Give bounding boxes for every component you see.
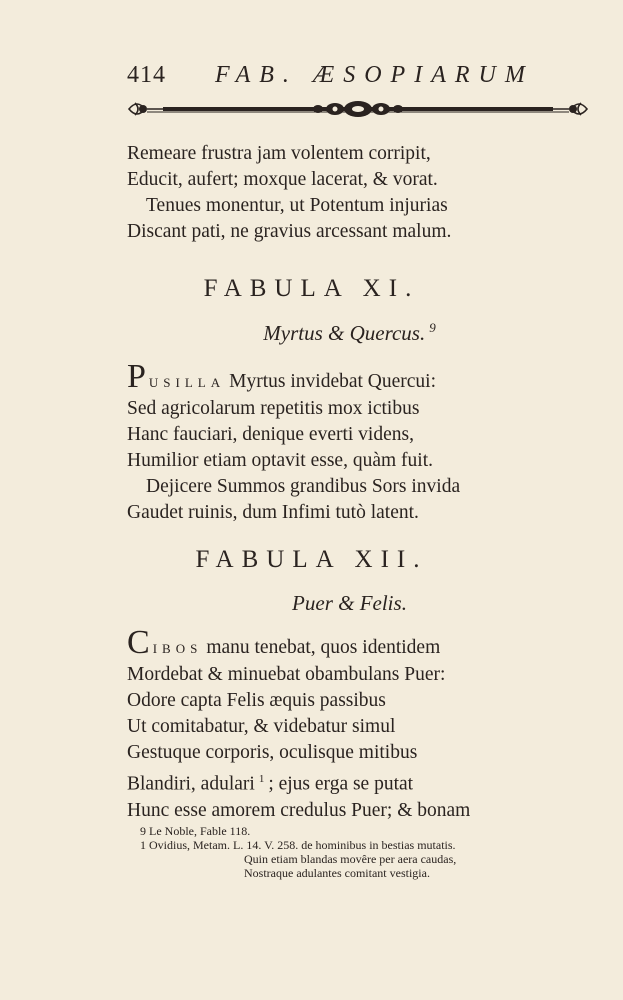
- verse-line: Hunc esse amorem credulus Puer; & bonam: [127, 799, 471, 821]
- verse-line: Ut comitabatur, & videbatur simul: [127, 716, 396, 737]
- fable11-title: FABULA XI.: [203, 275, 420, 302]
- page-number: 414: [127, 62, 166, 88]
- dropcap: C: [127, 624, 150, 661]
- footnote-ref-1: 1: [258, 773, 265, 785]
- verse-line-first: [127, 358, 567, 396]
- footnote-1-verse: Nostraque adulantes comitant vestigia.: [244, 866, 430, 880]
- ornamental-rule-icon: [123, 94, 593, 124]
- fable11-subtitle-text: Myrtus & Quercus.: [263, 321, 426, 345]
- verse-line: Discant pati, ne gravius arcessant malum.: [127, 221, 452, 242]
- footnote-ref-9: 9: [429, 320, 436, 335]
- smallcaps-word: USILLA: [148, 375, 226, 390]
- verse-line: Educit, aufert; moxque lacerat, & vorat.: [127, 169, 438, 190]
- fable12-subtitle-text: Puer & Felis.: [292, 591, 407, 615]
- page-header: [127, 62, 587, 92]
- fable11-body: [127, 358, 567, 526]
- footnote-1-verse: Quin etiam blandas movêre per aera caudas,: [244, 852, 457, 866]
- dropcap: P: [127, 358, 146, 395]
- footnote-9: 9 Le Noble, Fable 118.: [140, 824, 251, 838]
- verse-line: Odore capta Felis æquis passibus: [127, 690, 386, 711]
- fable12-subtitle: [0, 591, 623, 616]
- smallcaps-word: IBOS: [152, 641, 203, 656]
- verse-line: Gestuque corporis, oculisque mitibus: [127, 742, 418, 763]
- verse-line: Dejicere Summos grandibus Sors invida: [146, 476, 461, 497]
- fable10-ending: [127, 141, 567, 245]
- fable12-body: [127, 624, 567, 824]
- running-head: FAB. ÆSOPIARUM: [215, 62, 534, 88]
- verse-line-footnoted: [127, 766, 567, 798]
- footnote-1: 1 Ovidius, Metam. L. 14. V. 258. de hominibus in bestias mutatis.: [140, 838, 456, 852]
- verse-line-first: [127, 624, 567, 662]
- verse-line: Humilior etiam optavit esse, quàm fuit.: [127, 450, 433, 471]
- verse-line-rest: manu tenebat, quos identidem: [206, 637, 441, 658]
- verse-line: Gaudet ruinis, dum Infimi tutò latent.: [127, 502, 419, 523]
- verse-line: Mordebat & minuebat obambulans Puer:: [127, 664, 446, 685]
- footnotes: [140, 824, 580, 880]
- verse-part: ; ejus erga se putat: [268, 773, 414, 795]
- fable11-subtitle: [0, 320, 623, 346]
- verse-line: Hanc fauciari, denique everti videns,: [127, 424, 414, 445]
- verse-part: Blandiri, adulari: [127, 773, 255, 795]
- verse-line: Remeare frustra jam volentem corripit,: [127, 143, 431, 164]
- verse-line: Sed agricolarum repetitis mox ictibus: [127, 398, 420, 419]
- verse-line-rest: Myrtus invidebat Quercui:: [229, 371, 437, 392]
- fable12-title: FABULA XII.: [195, 546, 428, 573]
- verse-line: Tenues monentur, ut Potentum injurias: [146, 195, 448, 216]
